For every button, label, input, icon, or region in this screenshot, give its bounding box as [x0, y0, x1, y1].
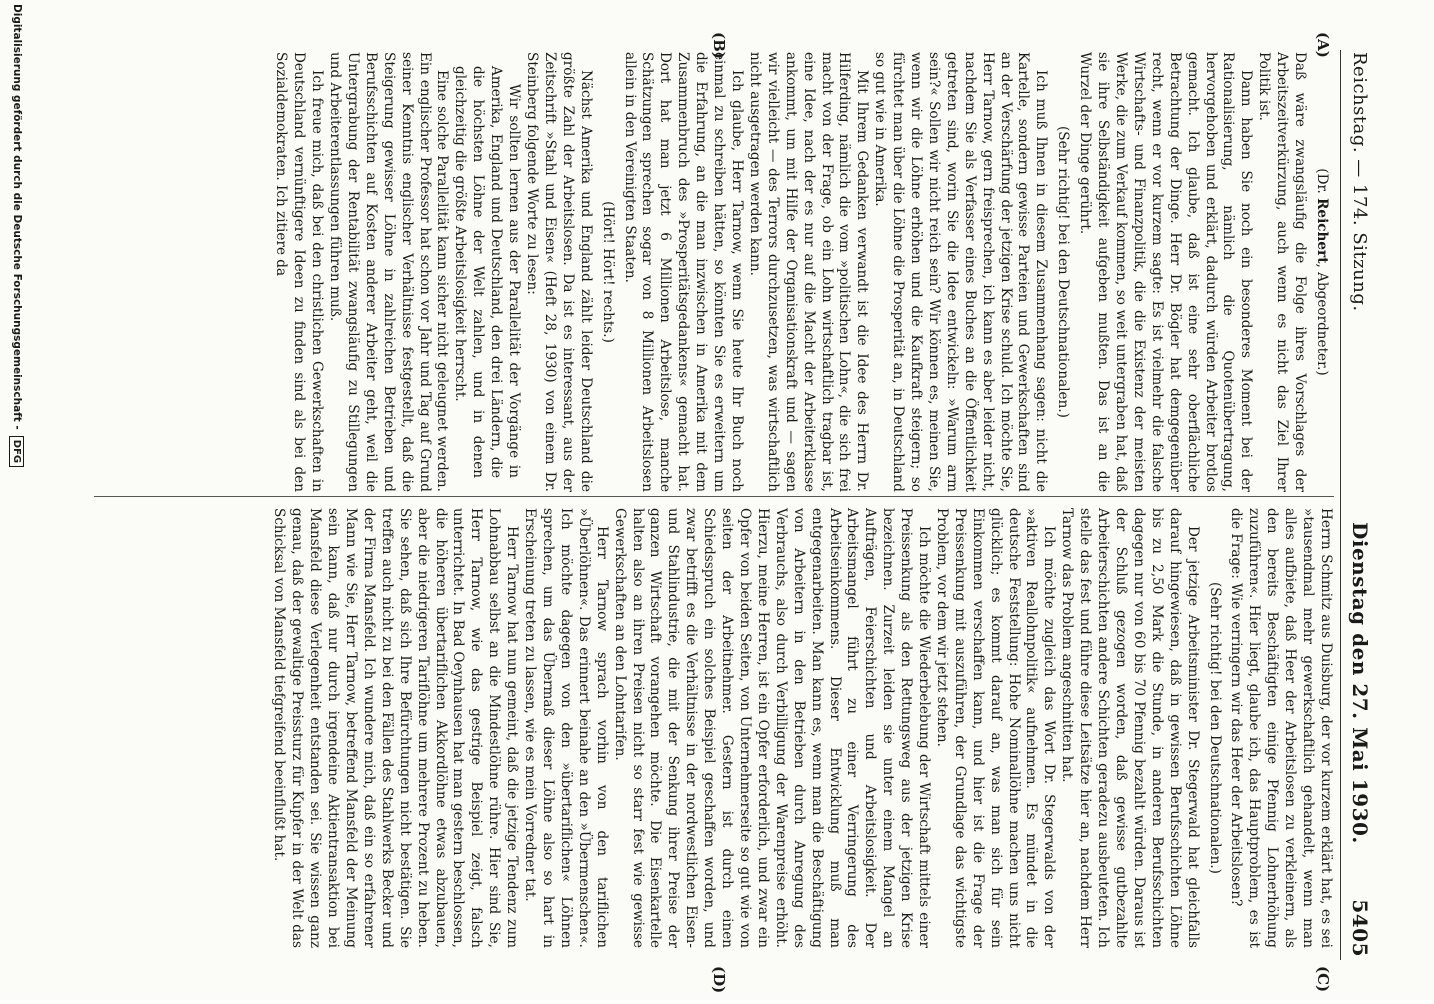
margin-marker-c: (C)	[1314, 966, 1332, 993]
column-separator	[94, 496, 1334, 497]
paragraph: Daß wäre zwangsläufig die Folge ihres Vorschlages der Arbeitszeitverkürzung, auch wenn es nicht das Ziel Ihrer Politik ist.	[1256, 52, 1309, 492]
paragraph: Herr Tarnow sprach vorhin von den tariflichen »Überlöhnen«. Das erinnert beinahe an den »Übermenschen«. Ich möchte dagegen von den »übertariflichen« Löhnen sprechen, um das Übermaß dieser Löhne also so hart in Erscheinung treten zu lassen, wie es mein Vorredner tat.	[522, 508, 610, 948]
paragraph: Nächst Amerika und England zählt leider Deutschland die größte Zahl der Arbeitslosen. Da ist es interessant, aus der Zeitschrift »Stahl und Eisen« (Heft 28, 1930) von einem Dr. Steinberg folgende Worte zu lesen:	[524, 52, 594, 492]
margin-marker-d: (D)	[710, 966, 728, 994]
interjection: (Sehr richtig! bei den Deutschnationalen.)	[1055, 126, 1072, 418]
paragraph: Ich glaube, Herr Tarnow, wenn Sie heute Ihr Buch noch einmal zu schreiben hätten, so könnten Sie es erweitern um die Erfahrung, an die man inzwischen in Amerika mit dem Zusammenbruch des »Prosperitätsgedankens« gemacht hat. Dort hat man jetzt 6 Millionen Arbeitslose, manche Schätzungen sprechen sogar von 8 Millionen Arbeitslosen allein in den Vereinigten Staaten.	[621, 52, 745, 492]
paragraph: Der jetzige Arbeitsminister Dr. Stegerwald hat gleichfalls darauf hingewiesen, daß in gewissen Berufsschichten Löhne bis zu 2,50 Mark die Stunde, in anderen Berufsschichten dagegen nur von 60 bis 70 Pfennig bezahlt würden. Daraus ist der Schluß gezogen worden, daß gewisse gutbezahlte Arbeiterschichten andere Schichten geradezu ausbeuteten. Ich stelle das fest und führe diese Leitsätze hier an, nachdem Herr Tarnow das Problem angeschnitten hat.	[1059, 508, 1201, 948]
paragraph: Mit Ihrem Gedanken verwandt ist die Idee des Herrn Dr. Hilferding, nämlich die vom »politischen Lohn«, die sich frei macht von der Frage, ob ein Lohn wirtschaftlich tragbar ist, eine Idee, nach der es nur auf die Macht der Arbeiterklasse ankommt, um mit Hilfe der Organisationskraft und — sagen wir vielleicht — des Terrors durchzusetzen, was wirtschaftlich nicht ausgetragen werden kann.	[746, 52, 871, 492]
right-column	[270, 508, 1334, 948]
paragraph: Eine solche Parallelität kann sicher nicht geleugnet werden. Ein englischer Professor hat schon vor Jahr und Tag auf Grund seiner Kenntnis englischer Verhältnisse festgestellt, daß die Steigerung gewisser Löhne in zahlreichen Betrieben und Berufsschichten auf Kosten anderer Arbeiter geht, weil die Untergrabung der Rentabilität zwangsläufig zu Stillegungen und Arbeiterentlassungen führen muß.	[327, 52, 451, 492]
header-date: Dienstag den 27. Mai 1930.	[1348, 522, 1372, 844]
margin-marker-b: (B)	[710, 32, 728, 59]
paragraph: Herrn Schmitz aus Duisburg, der vor kurzem erklärt hat, es sei »tausendmal mehr gewerkschaftlich gehandelt, wenn man alles aufbiete, daß Heer der Arbeitslosen zu verkleinern, als den bereits Beschäftigten einige Pfennig Lohnerhöhung zuzuführen«. Hier liegt, glaube ich, das Hauptproblem, es ist die Frage: Wie verringern wir das Heer der Arbeitslosen?	[1228, 508, 1334, 948]
paragraph: Ich möchte die Wiederbelebung der Wirtschaft mittels einer Preissenkung als den Rettungsweg aus der jetzigen Krise bezeichnen. Zurzeit leiden sie unter einem Mangel an Aufträgen, Feierschichten und Arbeitslosigkeit. Der Arbeitsmangel führt zu einer Verringerung des Arbeitseinkommens. Dieser Entwicklung muß man entgegenarbeiten. Man kann es, wenn man die Beschäftigung von Arbeitern in den Betrieben durch Anregung des Verbrauchs, also durch Verbilligung der Warenpreise erhöht. Hierzu, meine Herren, ist ein Opfer erforderlich, und zwar ein Opfer von beiden Seiten, von Unternehmerseite so gut wie von seiten der Arbeitnehmer. Gestern ist durch einen Schiedsspruch ein solches Beispiel geschaffen worden, und zwar betrifft es die Verhältnisse in der nordwestlichen Eisen- und Stahlindustrie, die mit der Senkung ihrer Preise der ganzen Wirtschaft vorangehen möchte. Die Eisenkartelle halten also an ihren Preisen nicht so starr fest wie gewisse Gewerkschaften an den Lohntarifen.	[611, 508, 933, 948]
header-rule	[1340, 50, 1341, 960]
page-header	[1342, 52, 1374, 957]
paragraph: Ich muß Ihnen in diesem Zusammenhang sagen: nicht die Kartelle, sondern gewisse Parteien und Gewerkschaften sind an der Verschärfung der jetzigen Krise schuld. Ich möchte Sie, Herr Tarnow, gern freisprechen, ich kann es aber leider nicht, nachdem Sie als Verfasser eines Buches an die Öffentlichkeit getreten sind, worin Sie die Idee entwickeln: »Warum arm sein?« Sollen wir nicht reich sein? Wir können es, meinen Sie, wenn wir die Löhne erhöhen und die Kaufkraft steigern; so fürchtet man über die Löhne die Prosperität an, in Deutschland so gut wie in Amerika.	[872, 52, 1050, 492]
paragraph: Herr Tarnow hat nun gemeint, daß die jetzige Tendenz zum Lohnabbau selbst an die Mindestlöhne rühre. Hier sind Sie, Herr Tarnow, wie das gestrige Beispiel zeigt, falsch unterrichtet. In Bad Oeynhausen hat man gestern beschlossen, die höheren übertariflichen Akkordlöhne etwas abzubauen, aber die niedrigeren Tariflöhne um mehrere Prozent zu heben. Sie sehen, daß sich Ihre Befürchtungen nicht bestätigen. Sie treffen auch nicht zu bei den Fällen des Stahlwerks Becker und der Firma Mansfeld. Ich wundere mich, daß ein so erfahrener Mann wie Sie, Herr Tarnow, betreffend Mansfeld der Meinung sein kann, daß nur durch irgendeine Aktientransaktion bei Mansfeld diese Verlegenheit entstanden sei. Sie wissen ganz genau, daß der gewaltige Preissturz für Kupfer in der Welt das Schicksal von Mansfeld tiefgreifend beeinflußt hat.	[271, 508, 521, 948]
header-session: Reichstag. — 174. Sitzung.	[1349, 52, 1370, 312]
paragraph: Ich freue mich, daß bei den christlichen Gewerkschaften in Deutschland vernünftigere Ideen zu finden sind als bei den Sozialdemokraten. Ich zitiere da	[273, 52, 326, 492]
paragraph: Ich möchte zugleich das Wort Dr. Stegerwalds von der »aktiven Reallohnpolitik« aufnehmen. Es mündet in die deutsche Feststellung: Hohe Nominallöhne machen uns nicht glücklich; es kommt darauf an, was man sich für sein Einkommen verschaffen kann, und hier ist die Frage der Preissenkung mit auszuführen, der Grundlage das wichtigste Problem, vor dem wir jetzt stehen.	[933, 508, 1058, 948]
interjection: (Hört! Hört! rechts.)	[599, 201, 616, 343]
quotation: Wir sollten lernen aus der Parallelität der Vorgänge in Amerika, England und Deutschland, den drei Ländern, die die höchsten Löhne der Welt zahlen, und in denen gleichzeitig die größte Arbeitslosigkeit herrscht.	[452, 66, 523, 478]
credit-text: Digitalisierung gefördert durch die Deutsche Forschungsgemeinschaft -	[11, 4, 23, 430]
speaker-line: (Dr. Reichert, Abgeordneter.)	[1314, 168, 1330, 376]
speaker-name: Reichert	[1314, 198, 1330, 264]
paragraph: Dann haben Sie noch ein besonderes Moment bei der Rationalisierung, nämlich die Quotenübertragung, hervorgehoben und erklärt, dadurch würden Arbeiter brotlos gemacht. Ich glaube, daß ist eine sehr oberflächliche Betrachtung der Dinge. Herr Dr. Bögler hat demgegenüber recht, wenn er vor kurzem sagte: Es ist vielmehr die falsche Wirtschafts- und Finanzpolitik, die die Existenz der meisten Werke, die zum Verkauf kommen, so weit untergraben hat, daß sie ihre Selbständigkeit aufgeben mußten. Das ist an die Wurzel der Dinge gerührt.	[1077, 52, 1255, 492]
margin-marker-a: (A)	[1314, 32, 1332, 58]
header-page-number: 5405	[1348, 899, 1372, 957]
left-column	[271, 52, 1334, 492]
dfg-logo: DFG	[10, 436, 25, 467]
digitization-credit	[4, 0, 30, 1004]
interjection: (Sehr richtig! bei den Deutschnationalen.)	[1206, 582, 1223, 874]
